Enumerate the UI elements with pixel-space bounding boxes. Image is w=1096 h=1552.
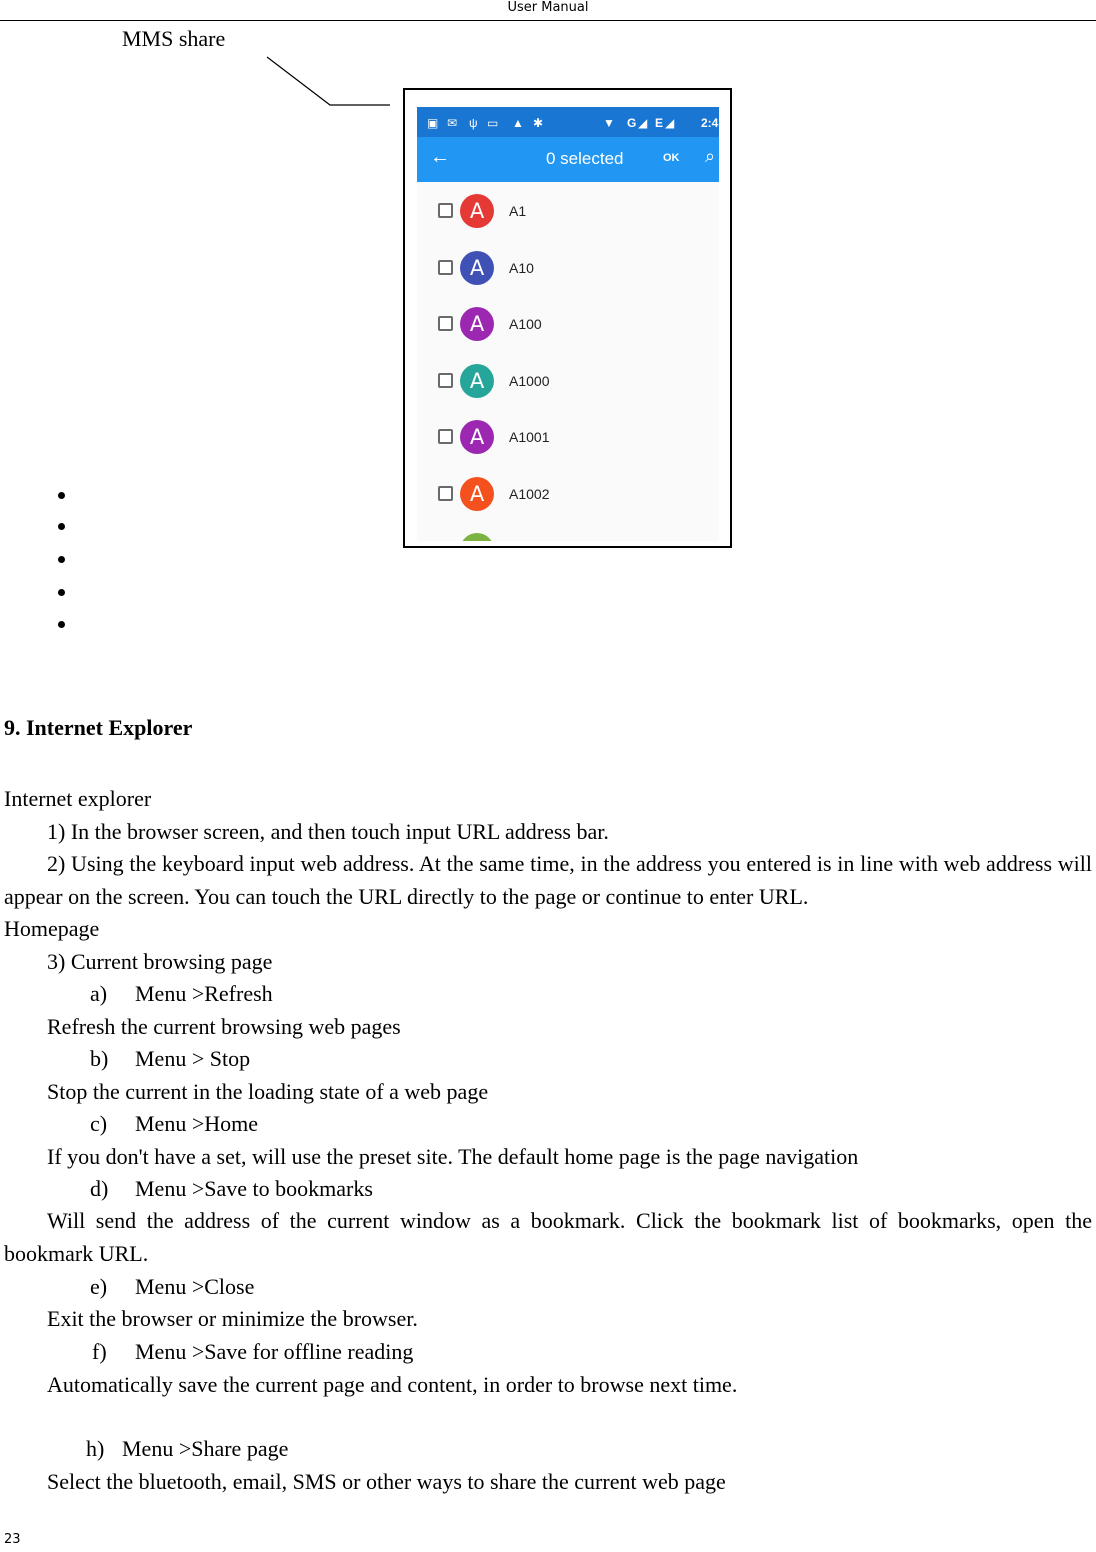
contact-checkbox[interactable] — [438, 316, 453, 331]
menu-item-label: Menu >Home — [135, 1111, 258, 1136]
homepage-text: Homepage — [4, 916, 100, 941]
contact-row[interactable] — [417, 239, 719, 295]
contact-name: A1002 — [509, 485, 550, 502]
menu-item-label: Menu >Refresh — [135, 981, 273, 1006]
item-letter: b) — [90, 1046, 109, 1071]
bullet-dot — [58, 492, 65, 499]
warning-icon: ▲ — [512, 116, 524, 130]
menu-item-label: Menu >Save to bookmarks — [135, 1176, 373, 1201]
callout-leader-line — [265, 55, 395, 110]
network-type-e: E — [655, 116, 664, 130]
bullet-dot — [58, 621, 65, 628]
menu-item-description: Will send the address of the current window as a bookmark. Click the bookmark list of bookmarks, open the bookmark URL. — [4, 1208, 1092, 1266]
item-letter: c) — [90, 1111, 108, 1136]
ok-button[interactable]: OK — [663, 152, 680, 164]
menu-item-label: Menu >Save for offline reading — [135, 1339, 414, 1364]
menu-item-label: Menu >Close — [135, 1274, 255, 1299]
contact-name: A10 — [509, 259, 534, 276]
contact-avatar: A — [460, 364, 494, 398]
callout-label: MMS share — [122, 26, 226, 51]
item-letter: h) — [86, 1436, 105, 1461]
menu-item-description: Automatically save the current page and content, in order to browse next time. — [47, 1372, 738, 1397]
page-header — [0, 0, 1096, 21]
step-1-text: 1) In the browser screen, and then touch input URL address bar. — [47, 819, 609, 844]
contact-avatar: A — [460, 251, 494, 285]
intro-text: Internet explorer — [4, 786, 152, 811]
selection-count-title: 0 selected — [546, 149, 624, 168]
contact-avatar: A — [460, 420, 494, 454]
app-bar — [417, 137, 719, 182]
step-3-text: 3) Current browsing page — [47, 949, 273, 974]
signal-icon: ◢ — [638, 116, 648, 130]
menu-item-description: Select the bluetooth, email, SMS or other ways to share the current web page — [47, 1469, 726, 1494]
contact-name: A100 — [509, 316, 542, 332]
item-letter: e) — [90, 1274, 108, 1299]
bullet-dot — [58, 523, 65, 530]
usb-icon: ψ — [469, 116, 478, 130]
contact-avatar: A — [460, 194, 494, 228]
menu-item-description: Stop the current in the loading state of a web page — [47, 1079, 489, 1104]
battery-saver-icon: ▭ — [487, 116, 499, 130]
contact-row[interactable] — [417, 352, 719, 408]
contact-checkbox[interactable] — [438, 373, 453, 388]
back-arrow-icon[interactable]: ← — [430, 146, 450, 168]
contact-row[interactable] — [417, 465, 719, 521]
contact-checkbox[interactable] — [438, 486, 453, 501]
item-letter: a) — [90, 981, 108, 1006]
item-letter: f) — [92, 1339, 107, 1364]
contact-avatar: A — [460, 477, 494, 511]
contact-name: A1000 — [509, 372, 550, 389]
contact-checkbox[interactable] — [438, 429, 453, 444]
contact-row[interactable] — [417, 521, 719, 541]
contact-checkbox[interactable] — [438, 203, 453, 218]
contact-row[interactable] — [417, 408, 719, 464]
mail-notification-icon: ✉ — [447, 116, 458, 130]
menu-item-label: Menu > Stop — [135, 1046, 251, 1071]
menu-item-description: Refresh the current browsing web pages — [47, 1014, 401, 1039]
bullet-dot — [58, 589, 65, 596]
step-2-text: 2) Using the keyboard input web address. At the same time, in the address you entered is in line with web address will appear on the screen. You can touch the URL directly to the page or continue to enter URL. — [4, 851, 1092, 909]
contact-avatar: A — [460, 307, 494, 341]
wifi-icon: ▼ — [603, 116, 615, 130]
contact-avatar — [460, 533, 494, 541]
contact-name: A1001 — [509, 429, 550, 445]
status-time: 2:4 — [701, 116, 719, 130]
section-heading: 9. Internet Explorer — [4, 715, 193, 740]
phone-screenshot — [417, 107, 719, 541]
item-letter: d) — [90, 1176, 109, 1201]
debug-icon: ✱ — [533, 116, 544, 130]
contact-row[interactable] — [417, 182, 719, 238]
contact-list — [417, 182, 719, 541]
search-icon[interactable]: ⌕ — [705, 146, 716, 166]
contact-name: A1 — [509, 203, 527, 219]
bullet-dot — [58, 556, 65, 563]
page-number: 23 — [4, 1532, 21, 1547]
signal-icon-2: ◢ — [665, 116, 675, 130]
contact-row[interactable] — [417, 295, 719, 351]
menu-item-label: Menu >Share page — [122, 1436, 289, 1461]
image-notification-icon: ▣ — [427, 116, 439, 130]
network-type-g: G — [627, 116, 637, 130]
menu-item-description: If you don't have a set, will use the preset site. The default home page is the page navigation — [47, 1144, 859, 1169]
menu-item-description: Exit the browser or minimize the browser. — [47, 1306, 418, 1331]
status-bar — [417, 107, 719, 137]
header-title: User Manual — [507, 0, 589, 15]
contact-checkbox[interactable] — [438, 260, 453, 275]
